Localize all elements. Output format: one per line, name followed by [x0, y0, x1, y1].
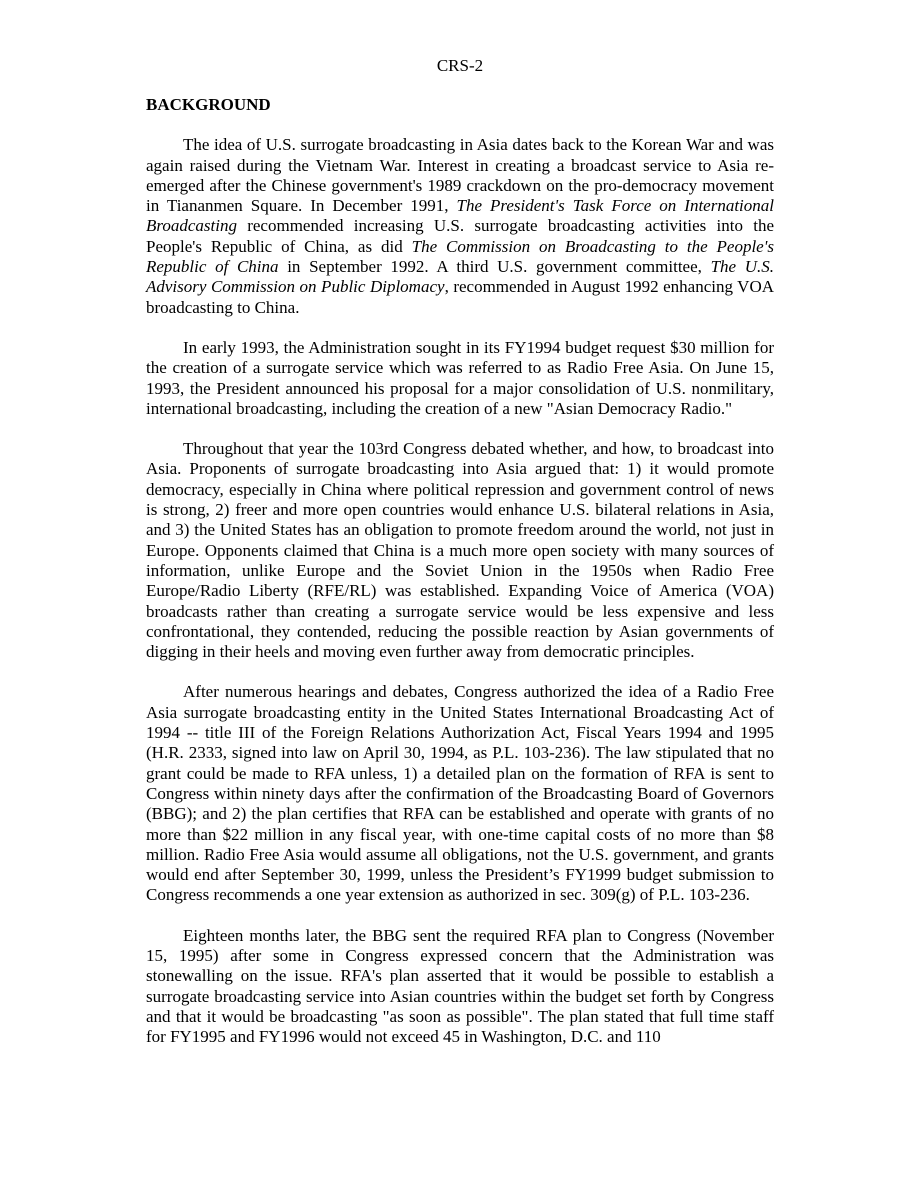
paragraph-1: [146, 135, 774, 318]
paragraph-1-title-commission: The Commission on Broadcasting to the People's Republic of China: [146, 236, 774, 277]
paragraph-4: After numerous hearings and debates, Congress authorized the idea of a Radio Free Asia surrogate broadcasting entity in the United States International Broadcasting Act of 1994 -- title III of the Foreign Relations Authorization Act, Fiscal Years 1994 and 1995 (H.R. 2333, signed into law on April 30, 1994, as P.L. 103-236). The law stipulated that no grant could be made to RFA unless, 1) a detailed plan on the formation of RFA is sent to Congress within ninety days after the confirmation of the Broadcasting Board of Governors (BBG); and 2) the plan certifies that RFA can be established and operate with grants of no more than $22 million in any fiscal year, with one-time capital costs of no more than $8 million. Radio Free Asia would assume all obligations, not the U.S. government, and grants would end after September 30, 1999, unless the President’s FY1999 budget submission to Congress recommends a one year extension as authorized in sec. 309(g) of P.L. 103-236.: [146, 682, 774, 905]
document-body: [146, 95, 774, 1047]
paragraph-3: Throughout that year the 103rd Congress debated whether, and how, to broadcast into Asia. Proponents of surrogate broadcasting into Asia argued that: 1) it would promote democracy, especially in China where political repression and government control of news is strong, 2) freer and more open countries would enhance U.S. bilateral relations in Asia, and 3) the United States has an obligation to promote freedom around the world, not just in Europe. Opponents claimed that China is a much more open society with many sources of information, unlike Europe and the Soviet Union in the 1950s when Radio Free Europe/Radio Liberty (RFE/RL) was established. Expanding Voice of America (VOA) broadcasts rather than creating a surrogate service would be less expensive and less confrontational, they contended, reducing the possible reaction by Asian governments of digging in their heels and moving even further away from democratic principles.: [146, 439, 774, 662]
section-heading: BACKGROUND: [146, 95, 271, 114]
paragraph-1-text-d: , recommended in August 1992 enhancing VOA broadcasting to China.: [146, 277, 775, 317]
paragraph-1-text-b: recommended increasing U.S. surrogate broadcasting activities into the People's Republic of China, as did: [146, 216, 774, 256]
paragraph-1-title-advisory-commission: The U.S. Advisory Commission on Public Diplomacy: [146, 257, 774, 297]
paragraph-5: Eighteen months later, the BBG sent the required RFA plan to Congress (November 15, 1995) after some in Congress expressed concern that the Administration was stonewalling on the issue. RFA's plan asserted that it would be possible to establish a surrogate broadcasting service into Asian countries within the budget set forth by Congress and that it would be broadcasting "as soon as possible". The plan stated that full time staff for FY1995 and FY1996 would not exceed 45 in Washington, D.C. and 110: [146, 925, 774, 1047]
paragraph-2: In early 1993, the Administration sought in its FY1994 budget request $30 million for the creation of a surrogate service which was referred to as Radio Free Asia. On June 15, 1993, the President announced his proposal for a major consolidation of U.S. nonmilitary, international broadcasting, including the creation of a new "Asian Democracy Radio.": [146, 337, 774, 418]
page-number-header: CRS-2: [436, 56, 484, 75]
paragraph-1-text-c: in September 1992. A third U.S. government committee,: [278, 257, 711, 277]
paragraph-1-text-a: The idea of U.S. surrogate broadcasting in Asia dates back to the Korean War and was again raised during the Vietnam War. Interest in creating a broadcast service to Asia re-emerged after the Chinese government's 1989 crackdown on the pro-democracy movement in Tiananmen Square. In December 1991,: [146, 135, 774, 216]
paragraph-1-title-task-force: The President's Task Force on International Broadcasting: [146, 196, 774, 236]
